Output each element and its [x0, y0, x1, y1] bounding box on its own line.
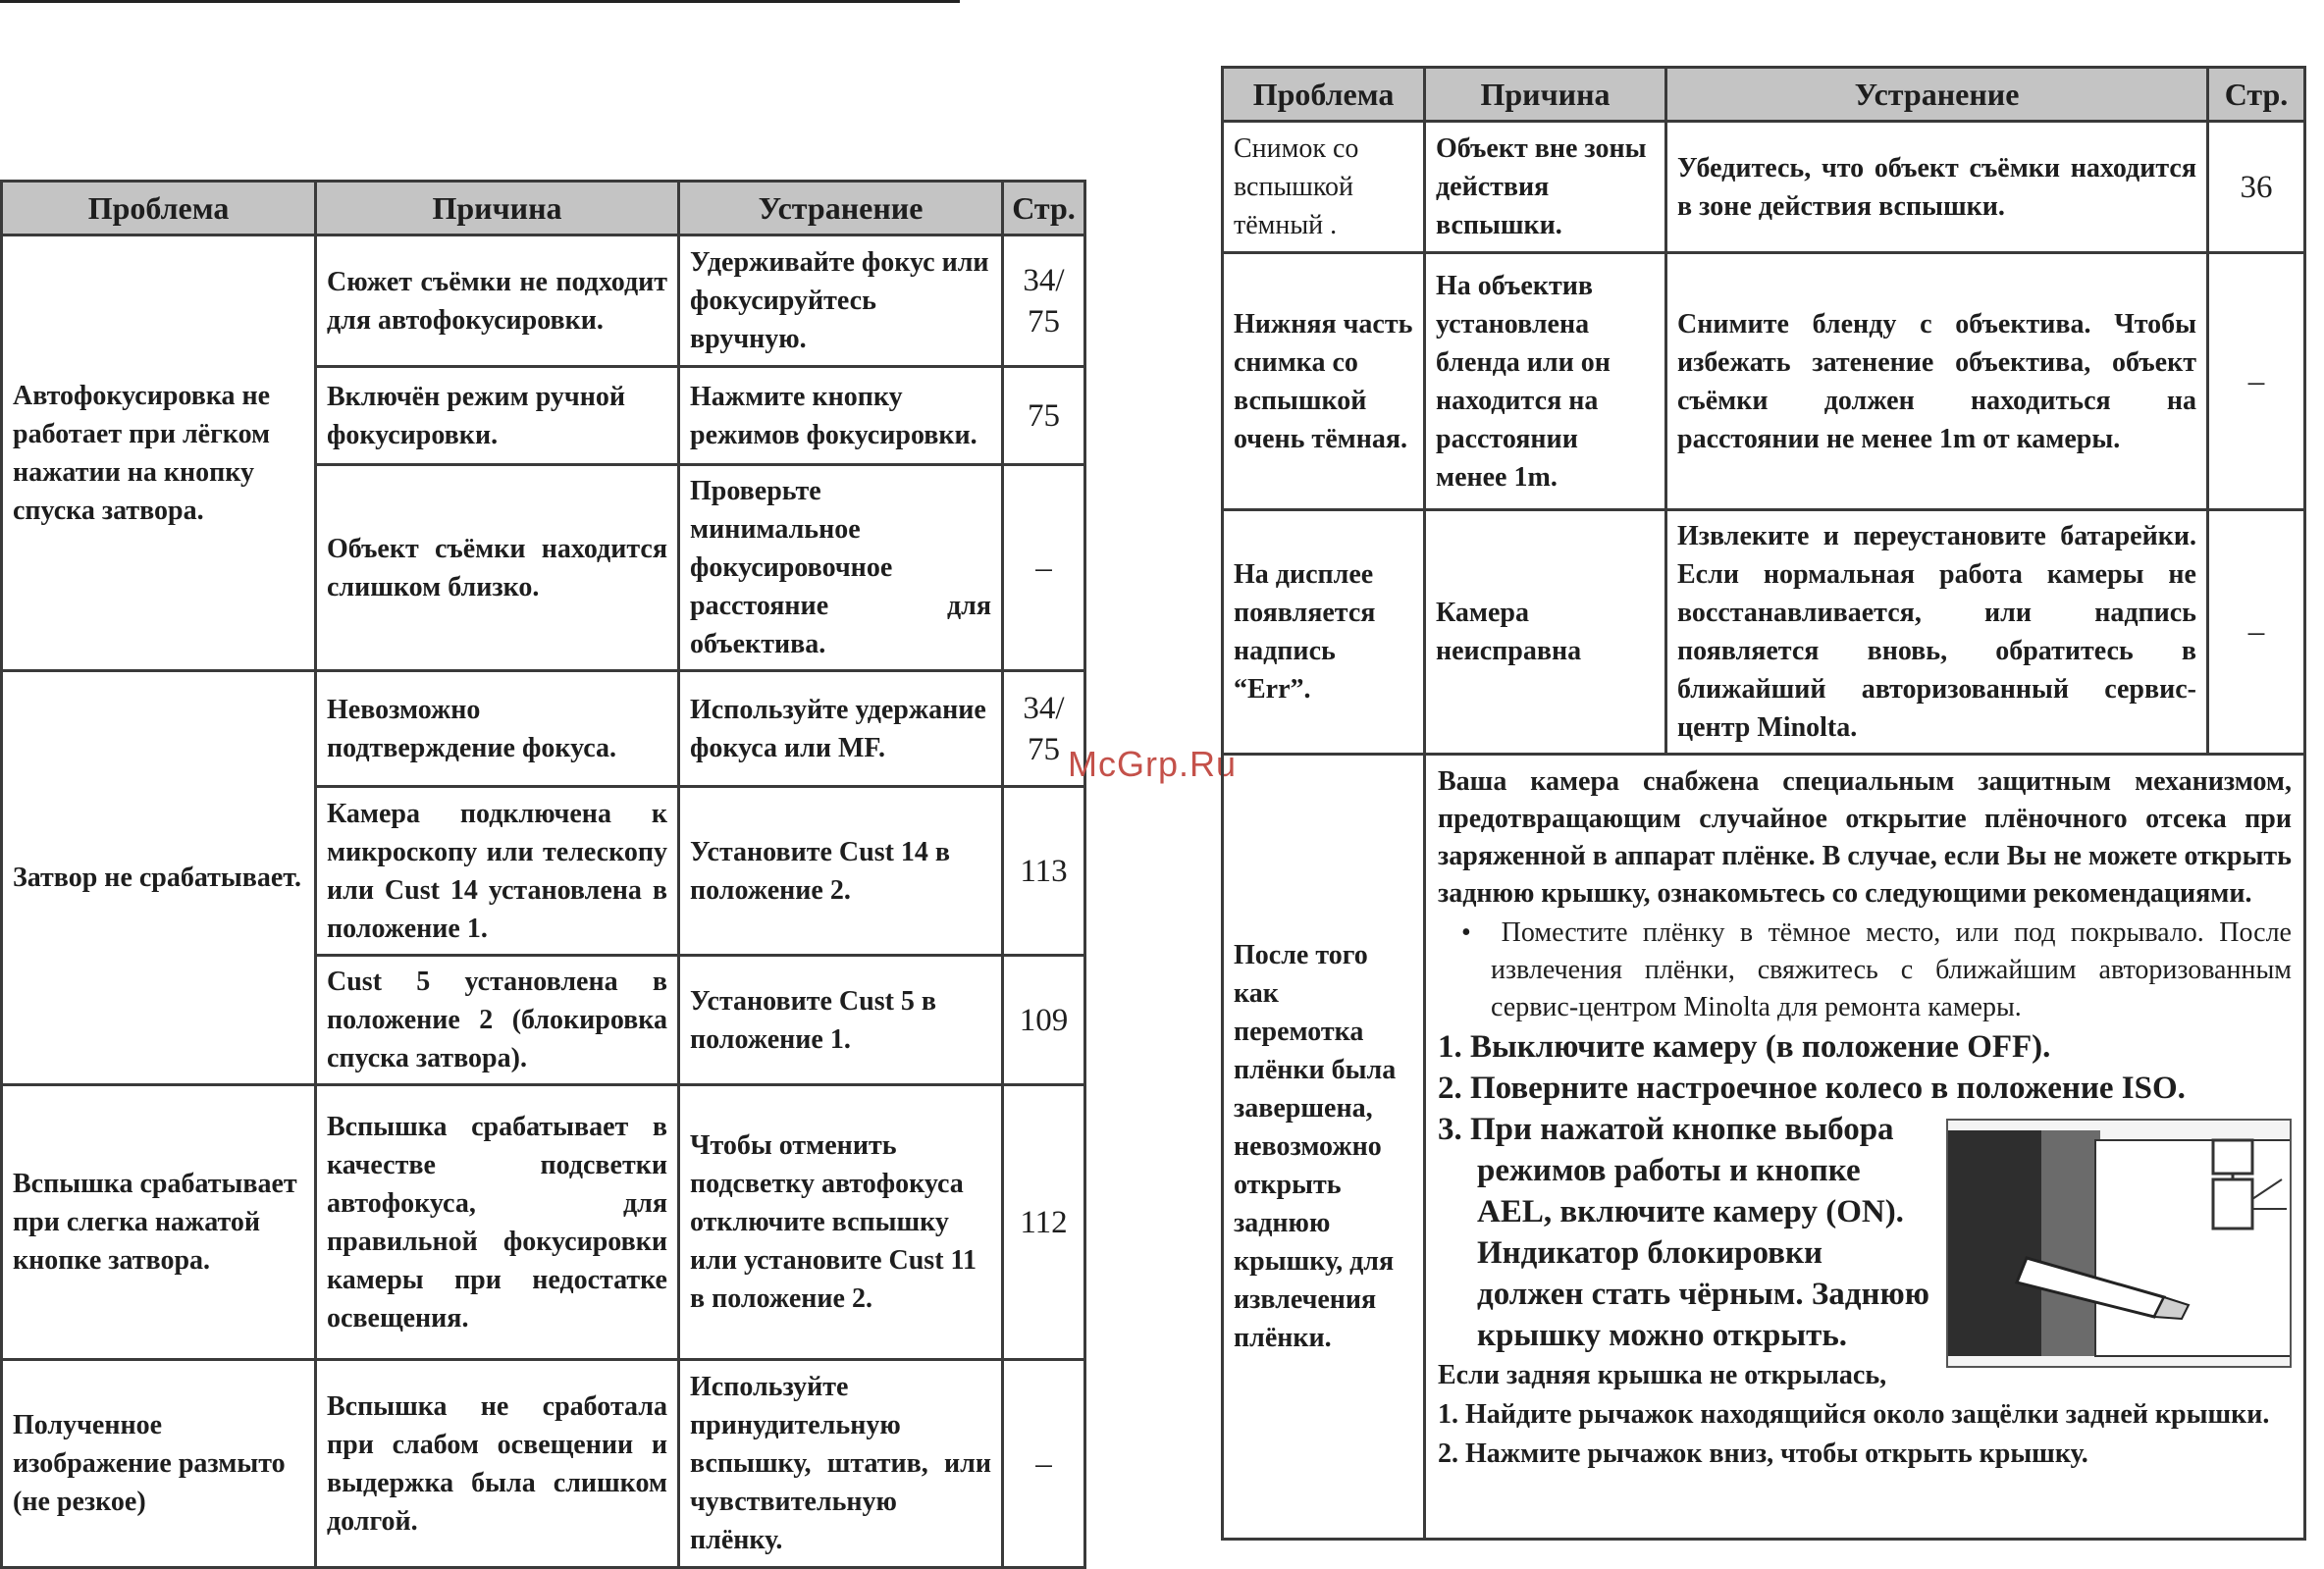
table-row [2, 1085, 1085, 1360]
remedy-cell: Установите Cust 5 в положение 1. [679, 956, 1003, 1085]
page-cell: – [1003, 465, 1085, 671]
problem-cell: Нижняя часть снимка со вспышкой очень тёмная. [1223, 253, 1425, 510]
remedy-cell: Чтобы отменить подсветку автофокуса отключите вспышку или установите Cust 11 в положение 2. [679, 1085, 1003, 1360]
cause-cell: Камера подключена к микроскопу или телескопу или Cust 14 установлена в положение 1. [316, 787, 679, 956]
remedy-cell: Используйте удержание фокуса или MF. [679, 671, 1003, 787]
cause-cell: Объект вне зоны действия вспышки. [1425, 122, 1666, 253]
header-cause: Причина [1425, 68, 1666, 122]
top-rule [0, 0, 960, 3]
cause-cell: На объектив установлена бленда или он находится на расстоянии менее 1m. [1425, 253, 1666, 510]
remedy-cell: Проверьте минимальное фокусировочное расстояние для объектива. [679, 465, 1003, 671]
page-cell: – [2208, 253, 2305, 510]
table-row [2, 235, 1085, 367]
step-item: 1. Выключите камеру (в положение OFF). [1438, 1029, 2051, 1065]
camera-latch-drawing [1948, 1121, 2290, 1366]
page-cell: 36 [2208, 122, 2305, 253]
header-page: Стр. [1003, 182, 1085, 235]
step-item: 2. Поверните настроечное колесо в положение ISO. [1438, 1071, 2186, 1106]
problem-cell: На дисплее появляется надпись “Err”. [1223, 510, 1425, 755]
troubleshooting-table-left [0, 180, 1086, 1569]
problem-cell: После того как перемотка плёнки была завершена, невозможно открыть заднюю крышку, для извлечения плёнки. [1223, 755, 1425, 1540]
table-row [1223, 510, 2305, 755]
page-cell: 112 [1003, 1085, 1085, 1360]
problem-cell: Вспышка срабатывает при слегка нажатой кнопке затвора. [2, 1085, 316, 1360]
instructions-cell [1425, 755, 2305, 1540]
troubleshooting-table-right [1221, 66, 2306, 1541]
problem-cell: Снимок со вспышкой тёмный . [1223, 122, 1425, 253]
instructions-description: Ваша камера снабжена специальным защитным механизмом, предотвращающим случайное открытие плёночного отсека при заряженной в аппарат плёнке. В случае, если Вы не можете открыть заднюю крышку, ознакомьтесь со следующими рекомендациями. [1438, 766, 2292, 909]
remedy-cell: Установите Cust 14 в положение 2. [679, 787, 1003, 956]
page-cell: 34/ 75 [1003, 671, 1085, 787]
page-cell: 113 [1003, 787, 1085, 956]
cause-cell: Вспышка срабатывает в качестве подсветки автофокуса, для правильной фокусировки камеры при недостатке освещения. [316, 1085, 679, 1360]
remedy-cell: Убедитесь, что объект съёмки находится в зоне действия вспышки. [1666, 122, 2208, 253]
cause-cell: Cust 5 установлена в положение 2 (блокировка спуска затвора). [316, 956, 679, 1085]
cause-cell: Объект съёмки находится слишком близко. [316, 465, 679, 671]
page-cell: 109 [1003, 956, 1085, 1085]
sub-step-item: 1. Найдите рычажок находящийся около защёлки задней крышки. [1438, 1399, 2270, 1430]
remedy-cell: Используйте принудительную вспышку, штатив, или чувствительную плёнку. [679, 1360, 1003, 1568]
cause-cell: Невозможно подтверждение фокуса. [316, 671, 679, 787]
cause-cell: Вспышка не сработала при слабом освещении и выдержка была слишком долгой. [316, 1360, 679, 1568]
header-problem: Проблема [2, 182, 316, 235]
header-remedy: Устранение [679, 182, 1003, 235]
remedy-cell: Снимите бленду с объектива. Чтобы избежать затенение объектива, объект съёмки должен находиться на расстоянии не менее 1m от камеры. [1666, 253, 2208, 510]
cause-cell: Включён режим ручной фокусировки. [316, 367, 679, 465]
cause-cell: Камера неисправна [1425, 510, 1666, 755]
table-row [2, 671, 1085, 787]
header-row [2, 182, 1085, 235]
page-cell: 34/ 75 [1003, 235, 1085, 367]
remedy-cell: Извлеките и переустановите батарейки. Если нормальная работа камеры не восстанавливается, или надпись появляется вновь, обратитесь в ближайший авторизованный сервис-центр Minolta. [1666, 510, 2208, 755]
sub-step-item: 2. Нажмите рычажок вниз, чтобы открыть крышку. [1438, 1438, 2088, 1469]
problem-cell: Автофокусировка не работает при лёгком нажатии на кнопку спуска затвора. [2, 235, 316, 671]
header-remedy: Устранение [1666, 68, 2208, 122]
problem-cell: Затвор не срабатывает. [2, 671, 316, 1085]
instructions-bullet: • Поместите плёнку в тёмное место, или под покрывало. После извлечения плёнки, свяжитесь с ближайшим авторизованным сервис-центром Minolta для ремонта камеры. [1461, 917, 2292, 1022]
step-item: 3. При нажатой кнопке выбора режимов работы и кнопке AEL, включите камеру (ON). Индикатор блокировки должен стать чёрным. Заднюю крышку можно открыть. [1438, 1112, 1929, 1353]
table-row [1223, 755, 2305, 1540]
sub-intro: Если задняя крышка не открылась, [1438, 1360, 1887, 1390]
page-cell: 75 [1003, 367, 1085, 465]
table-row [2, 1360, 1085, 1568]
remedy-cell: Нажмите кнопку режимов фокусировки. [679, 367, 1003, 465]
camera-back-cover-illustration [1946, 1119, 2292, 1368]
table-row [1223, 122, 2305, 253]
header-cause: Причина [316, 182, 679, 235]
cause-cell: Сюжет съёмки не подходит для автофокусировки. [316, 235, 679, 367]
header-row [1223, 68, 2305, 122]
table-row [1223, 253, 2305, 510]
page-cell: – [1003, 1360, 1085, 1568]
watermark: McGrp.Ru [1068, 744, 1238, 784]
bullet-text: Поместите плёнку в тёмное место, или под покрывало. После извлечения плёнки, свяжитесь с ближайшим авторизованным сервис-центром Minolta для ремонта камеры. [1491, 917, 2292, 1022]
page-cell: – [2208, 510, 2305, 755]
problem-cell: Полученное изображение размыто (не резкое) [2, 1360, 316, 1568]
header-problem: Проблема [1223, 68, 1425, 122]
header-page: Стр. [2208, 68, 2305, 122]
remedy-cell: Удерживайте фокус или фокусируйтесь вручную. [679, 235, 1003, 367]
